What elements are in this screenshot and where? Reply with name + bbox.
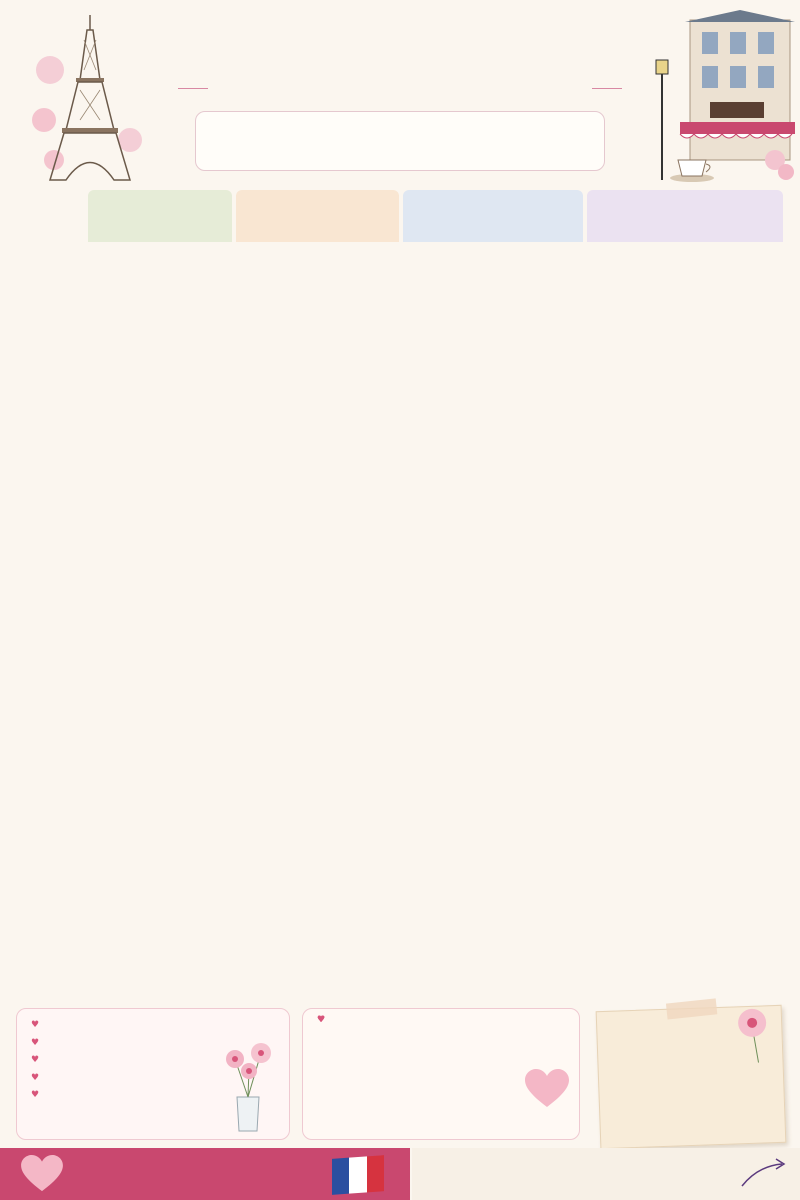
arrow-icon	[738, 1156, 790, 1192]
eiffel-tower-icon	[30, 10, 150, 185]
header	[0, 0, 800, 185]
heart-icon	[20, 1155, 64, 1193]
collocations-grid	[16, 243, 784, 995]
level-header-a1	[88, 190, 232, 242]
heart-icon	[525, 1069, 569, 1109]
french-flag-icon	[332, 1155, 384, 1195]
level-header-b2	[587, 190, 783, 242]
tips-box	[16, 1008, 290, 1140]
examples-box	[302, 1008, 580, 1140]
subtitle-divider-right	[592, 88, 622, 89]
flower-vase-icon	[213, 1039, 283, 1135]
next-step-banner	[412, 1148, 800, 1200]
flower-icon	[726, 1002, 778, 1064]
sticky-note	[596, 1005, 787, 1149]
level-header-b1	[403, 190, 583, 242]
tip-item	[31, 1016, 289, 1034]
level-header-a2	[236, 190, 399, 242]
subtitle-divider-left	[178, 88, 208, 89]
intro-box	[195, 111, 605, 171]
cafe-illustration	[650, 10, 795, 185]
tape-strip	[666, 998, 717, 1019]
